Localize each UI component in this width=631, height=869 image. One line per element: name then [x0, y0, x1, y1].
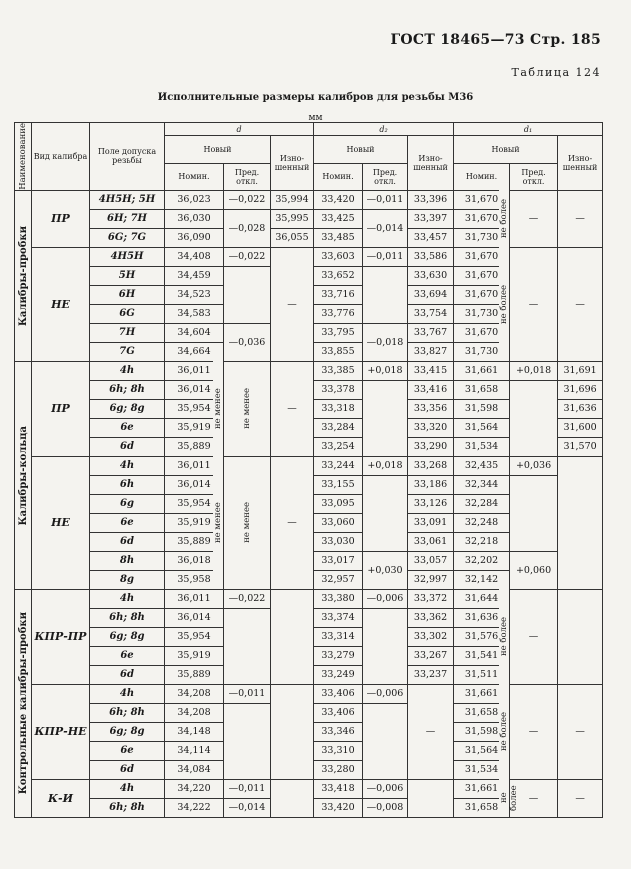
- d-nominal: 34,523: [165, 285, 224, 304]
- d2-nom-header: Номин.: [314, 163, 363, 190]
- d2-worn: 33,290: [408, 437, 454, 456]
- d1-nominal: 31,576: [454, 627, 510, 646]
- d2-worn: 33,630: [408, 266, 454, 285]
- d1-nominal: 31,564: [454, 741, 510, 760]
- d1-worn: —: [558, 190, 603, 247]
- d1-nominal: 31,661: [454, 361, 510, 380]
- d-tolerance: [224, 361, 271, 456]
- table-row: [15, 247, 603, 266]
- d2-nominal: 33,017: [314, 551, 363, 570]
- d1-nominal: 31,658: [454, 798, 510, 817]
- d1-nominal: 31,661: [454, 779, 510, 798]
- d2-nominal: 33,380: [314, 589, 363, 608]
- d-tolerance: —0,011: [224, 684, 271, 703]
- d1-worn: 31,570: [558, 437, 603, 456]
- d1-nominal: 32,218: [454, 532, 510, 551]
- d1-worn-header: Изношенный: [558, 136, 603, 191]
- d2-nominal: 33,030: [314, 532, 363, 551]
- group-label: [15, 361, 32, 589]
- d2-worn: 33,362: [408, 608, 454, 627]
- d2-nominal: 33,279: [314, 646, 363, 665]
- d1-nominal: 31,730: [454, 304, 510, 323]
- d2-nominal: 33,318: [314, 399, 363, 418]
- vertical-note: не менее: [242, 502, 252, 544]
- d-worn: [271, 589, 314, 684]
- d-nominal: 35,954: [165, 399, 224, 418]
- d2-nominal: 33,603: [314, 247, 363, 266]
- d2-worn: 33,396: [408, 190, 454, 209]
- table-row: [15, 190, 603, 209]
- tolerance-field: 6g; 8g: [90, 399, 165, 418]
- d1-nominal: 31,644: [454, 589, 510, 608]
- d2-tolerance: —0,014: [363, 209, 408, 247]
- tolerance-field: 6h: [90, 475, 165, 494]
- d2-nominal: 33,378: [314, 380, 363, 399]
- d2-nominal: 33,406: [314, 703, 363, 722]
- tolerance-field: 8g: [90, 570, 165, 589]
- d2-new-header: Новый: [314, 136, 408, 164]
- d-tolerance: —0,028: [224, 209, 271, 247]
- d-nominal: 34,148: [165, 722, 224, 741]
- d2-nominal: 33,374: [314, 608, 363, 627]
- tolerance-field: 4h: [90, 456, 165, 475]
- d1-nominal: 31,534: [454, 760, 510, 779]
- d1-new-header: Новый: [454, 136, 558, 164]
- d2-nominal: 33,095: [314, 494, 363, 513]
- d2-nominal: 33,060: [314, 513, 363, 532]
- d1-nominal: 31,564: [454, 418, 510, 437]
- d-nom-header: Номин.: [165, 163, 224, 190]
- d1-worn: 31,600: [558, 418, 603, 437]
- d-nominal: 34,222: [165, 798, 224, 817]
- d2-worn: 33,061: [408, 532, 454, 551]
- d1-tolerance: —: [510, 779, 558, 817]
- side-note: не более: [499, 247, 510, 361]
- gauge-table: [14, 122, 603, 818]
- table-title: Исполнительные размеры калибров для резьбы М36: [157, 92, 474, 103]
- tolerance-field: 6H: [90, 285, 165, 304]
- table-row: [15, 589, 603, 608]
- d2-worn: 32,997: [408, 570, 454, 589]
- d-nominal: 36,030: [165, 209, 224, 228]
- tolerance-field: 6g; 8g: [90, 627, 165, 646]
- side-note: не менее: [213, 456, 224, 589]
- d2-worn: 33,356: [408, 399, 454, 418]
- d1-worn: 31,691: [558, 361, 603, 380]
- tolerance-field: 7H: [90, 323, 165, 342]
- vertical-note: не менее: [242, 388, 252, 430]
- d-worn: —: [271, 361, 314, 456]
- d2-nominal: 33,314: [314, 627, 363, 646]
- tolerance-field: 6d: [90, 532, 165, 551]
- tolerance-field: 6G: [90, 304, 165, 323]
- d1-tolerance: —: [510, 247, 558, 361]
- d2-tolerance: —0,006: [363, 779, 408, 798]
- d-tolerance: —0,014: [224, 798, 271, 817]
- table-row: [15, 361, 603, 380]
- side-note: не более: [499, 190, 510, 247]
- d2-tolerance: —0,011: [363, 190, 408, 209]
- d-tolerance: [224, 703, 271, 779]
- d2-worn: 33,767: [408, 323, 454, 342]
- tolerance-field: 6g: [90, 494, 165, 513]
- d-nominal: 34,459: [165, 266, 224, 285]
- d2-tolerance: [363, 608, 408, 684]
- d2-nominal: 33,280: [314, 760, 363, 779]
- d2-worn: [408, 779, 454, 817]
- d2-worn: 33,320: [408, 418, 454, 437]
- d1-nominal: 31,670: [454, 190, 510, 209]
- d-nominal: 36,011: [165, 361, 224, 380]
- d-worn: —: [271, 247, 314, 361]
- side-note: не менее: [213, 361, 224, 456]
- vertical-note: Калибры-пробки: [17, 225, 29, 326]
- d2-worn: 33,397: [408, 209, 454, 228]
- d2-worn: 33,268: [408, 456, 454, 475]
- tolerance-field: 6h; 8h: [90, 703, 165, 722]
- d-nominal: 35,889: [165, 532, 224, 551]
- d-worn: 35,995: [271, 209, 314, 228]
- d2-nominal: 33,855: [314, 342, 363, 361]
- unit-label: мм: [308, 113, 323, 123]
- d-nominal: 36,090: [165, 228, 224, 247]
- d2-tol-header: Пред. откл.: [363, 163, 408, 190]
- side-note: не более: [499, 684, 510, 779]
- d2-tolerance: [363, 475, 408, 551]
- d2-nominal: 33,244: [314, 456, 363, 475]
- tolerance-field: 4H5H; 5H: [90, 190, 165, 209]
- d2-worn: 33,186: [408, 475, 454, 494]
- d1-nominal: 31,598: [454, 399, 510, 418]
- side-note: не более: [499, 779, 510, 817]
- d1-header: d₁: [454, 123, 603, 136]
- d1-nominal: 31,670: [454, 247, 510, 266]
- kind-label: КПР-НЕ: [32, 684, 90, 779]
- d2-worn: 33,267: [408, 646, 454, 665]
- d-nominal: 35,889: [165, 437, 224, 456]
- d-nominal: 34,604: [165, 323, 224, 342]
- tolerance-field: 6d: [90, 437, 165, 456]
- d2-tolerance: —0,008: [363, 798, 408, 817]
- d-worn: —: [271, 456, 314, 589]
- d2-tolerance: +0,030: [363, 551, 408, 589]
- d2-nominal: 33,420: [314, 798, 363, 817]
- d-worn: 35,994: [271, 190, 314, 209]
- d2-tolerance: +0,018: [363, 361, 408, 380]
- tolerance-field: 6h; 8h: [90, 380, 165, 399]
- d1-worn: —: [558, 247, 603, 361]
- d-new-header: Новый: [165, 136, 271, 164]
- d2-tolerance: —0,006: [363, 589, 408, 608]
- d-nominal: 36,014: [165, 608, 224, 627]
- d2-nominal: 33,346: [314, 722, 363, 741]
- d1-nominal: 31,670: [454, 266, 510, 285]
- d2-nominal: 32,957: [314, 570, 363, 589]
- d2-worn: 33,694: [408, 285, 454, 304]
- kind-label: К-И: [32, 779, 90, 817]
- d2-worn-header: Изношенный: [408, 136, 454, 191]
- d1-nominal: 31,670: [454, 323, 510, 342]
- d2-tolerance: [363, 266, 408, 323]
- d2-nominal: 33,485: [314, 228, 363, 247]
- name-header: Наименование: [15, 123, 32, 191]
- tolerance-field: 6d: [90, 760, 165, 779]
- group-label: [15, 589, 32, 817]
- d1-nominal: 31,730: [454, 228, 510, 247]
- kind-label: ПР: [32, 190, 90, 247]
- d1-nominal: 31,658: [454, 703, 510, 722]
- kind-header: Вид калибра: [32, 123, 90, 191]
- tolerance-field: 4h: [90, 779, 165, 798]
- d2-nominal: 33,420: [314, 190, 363, 209]
- d2-worn: 33,237: [408, 665, 454, 684]
- d-tolerance: —0,036: [224, 323, 271, 361]
- d-worn-header: Изношенный: [271, 136, 314, 191]
- d2-nominal: 33,385: [314, 361, 363, 380]
- d2-worn: 33,057: [408, 551, 454, 570]
- d1-nominal: 31,661: [454, 684, 510, 703]
- d1-worn: [558, 589, 603, 684]
- d2-nominal: 33,249: [314, 665, 363, 684]
- kind-label: КПР-ПР: [32, 589, 90, 684]
- d1-worn: [558, 456, 603, 589]
- d1-nominal: 31,598: [454, 722, 510, 741]
- tolerance-field: 6h; 8h: [90, 608, 165, 627]
- d1-tolerance: —: [510, 684, 558, 779]
- d1-nominal: 31,670: [454, 209, 510, 228]
- tolerance-field: 6e: [90, 646, 165, 665]
- tolerance-field: 4h: [90, 684, 165, 703]
- tolerance-field: 4h: [90, 361, 165, 380]
- tolerance-field: 7G: [90, 342, 165, 361]
- d1-worn: —: [558, 684, 603, 779]
- d-nominal: 36,014: [165, 380, 224, 399]
- d1-nom-header: Номин.: [454, 163, 510, 190]
- d2-tolerance: [363, 703, 408, 779]
- d-nominal: 35,919: [165, 646, 224, 665]
- d-tolerance: —0,022: [224, 190, 271, 209]
- d2-tolerance: [363, 380, 408, 456]
- d-nominal: 34,408: [165, 247, 224, 266]
- d2-tolerance: —0,018: [363, 323, 408, 361]
- d2-nominal: 33,284: [314, 418, 363, 437]
- d2-worn: 33,586: [408, 247, 454, 266]
- d-tol-header: Пред. откл.: [224, 163, 271, 190]
- d2-worn: 33,372: [408, 589, 454, 608]
- d2-nominal: 33,418: [314, 779, 363, 798]
- d2-nominal: 33,776: [314, 304, 363, 323]
- d2-nominal: 33,155: [314, 475, 363, 494]
- d1-tolerance: [510, 475, 558, 551]
- tolerance-field: 6d: [90, 665, 165, 684]
- d-nominal: 34,583: [165, 304, 224, 323]
- field-header: Поле допуска резьбы: [90, 123, 165, 191]
- table-row: [15, 456, 603, 475]
- d1-nominal: 31,511: [454, 665, 510, 684]
- d-nominal: 34,114: [165, 741, 224, 760]
- d2-worn: 33,091: [408, 513, 454, 532]
- d1-tolerance: [510, 380, 558, 456]
- d1-nominal: 32,202: [454, 551, 510, 570]
- d1-worn: —: [558, 779, 603, 817]
- d2-header: d₂: [314, 123, 454, 136]
- d2-nominal: 33,254: [314, 437, 363, 456]
- d-worn: [271, 779, 314, 817]
- d2-worn: 33,126: [408, 494, 454, 513]
- d-header: d: [165, 123, 314, 136]
- d-nominal: 34,208: [165, 684, 224, 703]
- d1-tolerance: +0,018: [510, 361, 558, 380]
- d-nominal: 36,018: [165, 551, 224, 570]
- d-nominal: 35,958: [165, 570, 224, 589]
- d-tolerance: [224, 456, 271, 589]
- d-nominal: 35,919: [165, 418, 224, 437]
- d1-nominal: 32,248: [454, 513, 510, 532]
- tolerance-field: 4h: [90, 589, 165, 608]
- d1-tol-header: Пред. откл.: [510, 163, 558, 190]
- d2-worn: 33,416: [408, 380, 454, 399]
- kind-label: ПР: [32, 361, 90, 456]
- d1-nominal: 32,344: [454, 475, 510, 494]
- tolerance-field: 8h: [90, 551, 165, 570]
- table-number: Таблица 124: [511, 66, 601, 79]
- d-nominal: 36,011: [165, 589, 224, 608]
- d-worn: 36,055: [271, 228, 314, 247]
- tolerance-field: 6g; 8g: [90, 722, 165, 741]
- d2-worn: 33,754: [408, 304, 454, 323]
- side-note: не более: [499, 589, 510, 684]
- tolerance-field: 6e: [90, 418, 165, 437]
- d1-nominal: 31,730: [454, 342, 510, 361]
- group-label: [15, 190, 32, 361]
- kind-label: НЕ: [32, 247, 90, 361]
- d2-tolerance: —0,011: [363, 247, 408, 266]
- d-nominal: 35,889: [165, 665, 224, 684]
- d1-nominal: 32,142: [454, 570, 510, 589]
- tolerance-field: 6H; 7H: [90, 209, 165, 228]
- d2-tolerance: +0,018: [363, 456, 408, 475]
- d2-worn: 33,827: [408, 342, 454, 361]
- d-nominal: 36,014: [165, 475, 224, 494]
- d1-tolerance: +0,036: [510, 456, 558, 475]
- tolerance-field: 6e: [90, 513, 165, 532]
- d-nominal: 35,954: [165, 627, 224, 646]
- d-nominal: 35,919: [165, 513, 224, 532]
- d1-nominal: 31,534: [454, 437, 510, 456]
- d1-tolerance: +0,060: [510, 551, 558, 589]
- tolerance-field: 4H5H: [90, 247, 165, 266]
- d1-nominal: 32,435: [454, 456, 510, 475]
- kind-label: НЕ: [32, 456, 90, 589]
- d-worn: [271, 684, 314, 779]
- d-nominal: 34,220: [165, 779, 224, 798]
- d2-nominal: 33,310: [314, 741, 363, 760]
- d1-nominal: 31,658: [454, 380, 510, 399]
- tolerance-field: 6e: [90, 741, 165, 760]
- d-nominal: 34,084: [165, 760, 224, 779]
- d1-tolerance: —: [510, 589, 558, 684]
- d1-nominal: 32,284: [454, 494, 510, 513]
- d-nominal: 36,023: [165, 190, 224, 209]
- tolerance-field: 6G; 7G: [90, 228, 165, 247]
- d1-nominal: 31,636: [454, 608, 510, 627]
- d2-worn: —: [408, 684, 454, 779]
- tolerance-field: 5H: [90, 266, 165, 285]
- d2-nominal: 33,716: [314, 285, 363, 304]
- d-nominal: 34,664: [165, 342, 224, 361]
- page-header: ГОСТ 18465—73 Стр. 185: [390, 32, 601, 48]
- d2-nominal: 33,652: [314, 266, 363, 285]
- d-tolerance: —0,011: [224, 779, 271, 798]
- d-nominal: 34,208: [165, 703, 224, 722]
- d1-worn: 31,636: [558, 399, 603, 418]
- d2-nominal: 33,425: [314, 209, 363, 228]
- d2-worn: 33,457: [408, 228, 454, 247]
- d-tolerance: —0,022: [224, 247, 271, 266]
- d-tolerance: [224, 608, 271, 684]
- vertical-note: Контрольные калибры-пробки: [17, 612, 29, 795]
- table-row: [15, 684, 603, 703]
- d1-nominal: 31,541: [454, 646, 510, 665]
- d-nominal: 35,954: [165, 494, 224, 513]
- d-nominal: 36,011: [165, 456, 224, 475]
- vertical-note: Калибры-кольца: [17, 425, 29, 526]
- d1-tolerance: —: [510, 190, 558, 247]
- d-tolerance: —0,022: [224, 589, 271, 608]
- d2-worn: 33,302: [408, 627, 454, 646]
- d1-worn: 31,696: [558, 380, 603, 399]
- d2-tolerance: —0,006: [363, 684, 408, 703]
- d-tolerance: [224, 266, 271, 323]
- tolerance-field: 6h; 8h: [90, 798, 165, 817]
- d2-worn: 33,415: [408, 361, 454, 380]
- d2-nominal: 33,406: [314, 684, 363, 703]
- d1-nominal: 31,670: [454, 285, 510, 304]
- d2-nominal: 33,795: [314, 323, 363, 342]
